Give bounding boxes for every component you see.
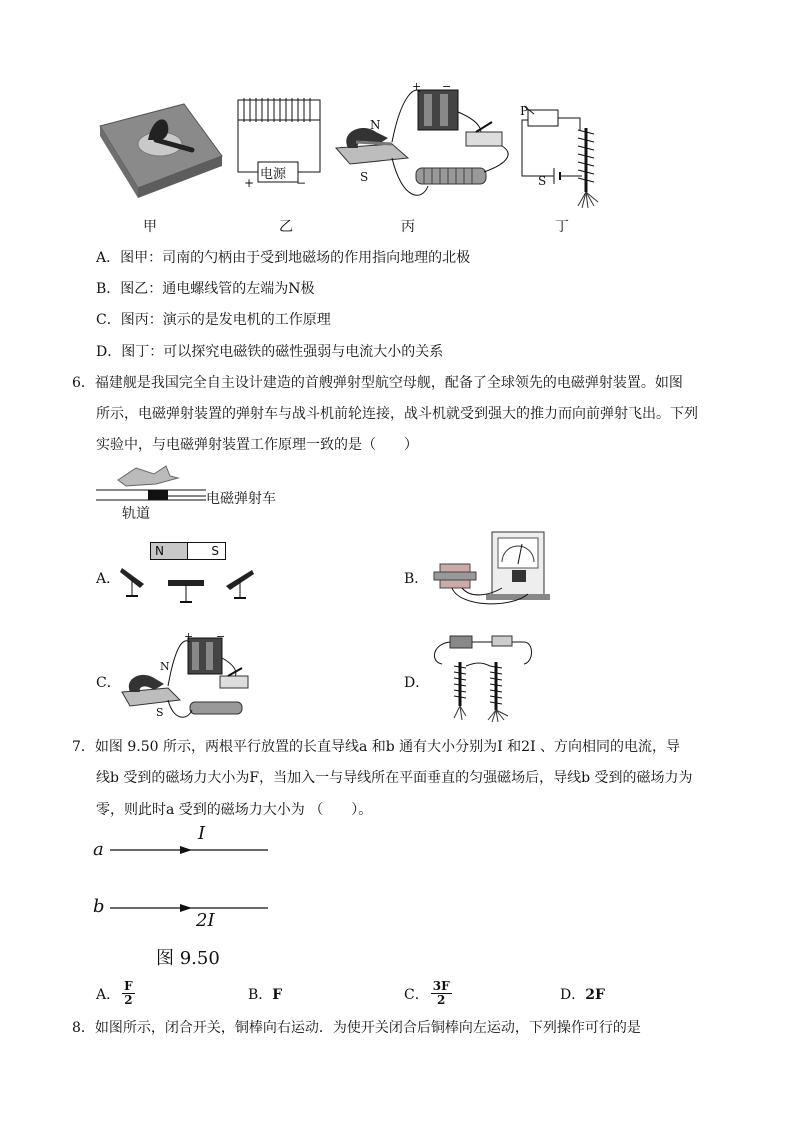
q7-option-c-fraction: [431, 980, 452, 1007]
q7-option-a-fraction: [122, 980, 135, 1007]
solenoid-minus-label: −: [296, 176, 307, 190]
power-source-label: 电源: [260, 167, 287, 182]
q6-line-2: 所示，电磁弹射装置的弹射车与战斗机前轮连接，战斗机就受到强大的推力而向前弹射飞出。下列: [96, 406, 698, 422]
q7-line-2: 线b 受到的磁场力大小为F，当加入一与导线所在平面垂直的匀强磁场后，导线b 受到的磁场力为: [96, 770, 693, 786]
q7-option-a-den: 2: [124, 993, 133, 1007]
figure-label-jia: 甲: [143, 219, 157, 235]
wire-b-label: b: [93, 896, 105, 917]
q5-option-c: C．图丙：演示的是发电机的工作原理: [96, 312, 331, 328]
figure-label-bing: 丙: [401, 219, 415, 235]
slider-p-label: P: [520, 104, 529, 118]
wire-b-current-label: 2I: [196, 910, 215, 931]
wire-a-current-label: I: [198, 823, 206, 844]
magnet-n-label: N: [370, 118, 381, 132]
compass-needles-figure: [118, 566, 258, 606]
option-c-minus-label: −: [216, 630, 226, 643]
figure-caption: 图 9.50: [156, 948, 220, 969]
q7-option-a-num: F: [124, 979, 133, 993]
motor-experiment-option-figure: [118, 632, 258, 722]
q6-line-3: 实验中，与电磁弹射装置工作原理一致的是（ ）: [96, 437, 418, 453]
q7-option-b: [248, 984, 282, 1004]
q7-option-c-den: 2: [436, 993, 446, 1007]
switch-s-label: S: [538, 174, 547, 188]
battery-minus-label: −: [442, 80, 452, 93]
catapult-track-figure: [96, 462, 216, 512]
q7-option-b-value: F: [272, 987, 283, 1003]
option-c-s-label: S: [156, 706, 164, 719]
figure-label-ding: 丁: [555, 219, 569, 235]
q7-option-a: [96, 980, 135, 1007]
q8-line-1: 8．如图所示，闭合开关，铜棒向右运动．为使开关闭合后铜棒向左运动，下列操作可行的是: [72, 1020, 641, 1036]
q5-option-d: D．图丁：可以探究电磁铁的磁性强弱与电流大小的关系: [96, 344, 444, 360]
motor-experiment-figure: [332, 82, 512, 212]
battery-plus-label: +: [412, 80, 422, 93]
q7-option-c-num: 3F: [432, 979, 450, 993]
q7-option-a-prefix: A．: [96, 986, 121, 1003]
track-label: 轨道: [122, 506, 150, 522]
q7-option-b-prefix: B．: [248, 987, 273, 1003]
wire-a-label: a: [93, 839, 104, 860]
bar-magnet: [150, 542, 226, 560]
magnet-s-label: S: [360, 170, 369, 184]
q6-option-b-label: B．: [404, 571, 429, 587]
q7-option-c-prefix: C．: [404, 986, 429, 1003]
q5-option-b: B．图乙：通电螺线管的左端为N极: [96, 281, 315, 297]
q7-line-1: 7．如图 9.50 所示，两根平行放置的长直导线a 和b 通有大小分别为I 和2I 、方向相同的电流，导: [72, 739, 681, 755]
catapult-car-label: 电磁弹射车: [206, 491, 276, 507]
option-c-n-label: N: [160, 660, 170, 673]
q7-option-c: [404, 980, 452, 1007]
q7-line-3: 零，则此时a 受到的磁场力大小为 （ ）。: [96, 802, 373, 818]
solenoid-plus-label: +: [244, 176, 255, 190]
q6-option-a-label: A．: [96, 571, 121, 587]
magnet-s-pole: S: [211, 544, 219, 558]
electromagnet-figure: [520, 100, 610, 210]
q6-option-c-label: C．: [96, 675, 121, 691]
q7-option-d-prefix: D．: [560, 987, 586, 1003]
q6-line-1: 6．福建舰是我国完全自主设计建造的首艘弹射型航空母舰，配备了全球领先的电磁弹射装置。如图: [72, 375, 683, 391]
electromagnets-series-figure: [428, 632, 538, 722]
magnet-n-pole: N: [151, 543, 188, 559]
q7-option-d-value: 2F: [585, 987, 605, 1003]
q6-option-d-label: D．: [404, 675, 430, 691]
q7-option-d: [560, 984, 605, 1004]
option-c-plus-label: +: [184, 630, 194, 643]
q5-option-a: A．图甲：司南的勺柄由于受到地磁场的作用指向地理的北极: [96, 250, 471, 266]
figure-label-yi: 乙: [279, 219, 293, 235]
compass-sinan-figure: [96, 96, 226, 206]
galvanometer-experiment-figure: [432, 528, 552, 608]
